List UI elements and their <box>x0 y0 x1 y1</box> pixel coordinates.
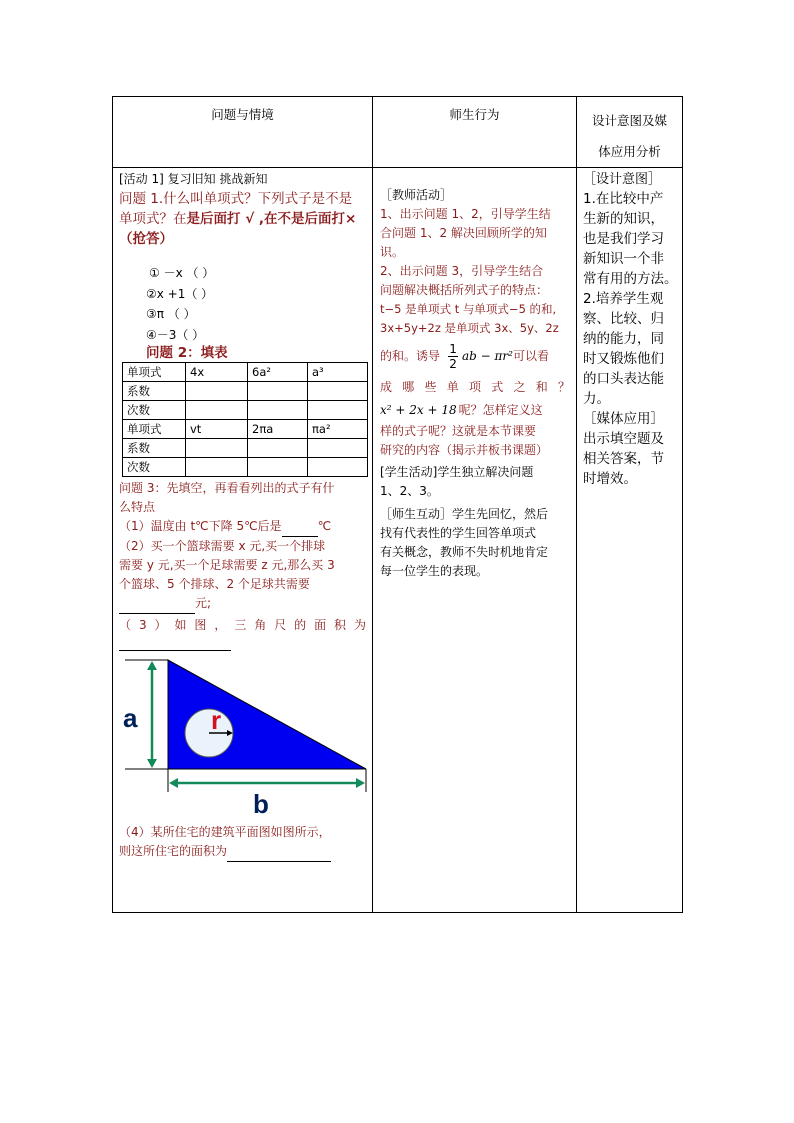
subquestion-2-line-4: 元; <box>195 596 212 610</box>
table-cell: πa² <box>308 420 368 439</box>
table-cell: 单项式 <box>123 363 186 382</box>
table-cell[interactable] <box>248 401 308 420</box>
table-cell: 系数 <box>123 439 186 458</box>
table-row <box>123 382 368 401</box>
teacher-step-1-line-2: 合问题 1、2 解决回顾所学的知 <box>380 226 547 240</box>
question-3-line-1: 问题 3：先填空，再看看列出的式子有什 <box>119 481 335 495</box>
design-line-5: 常有用的方法。 <box>583 271 678 287</box>
content-row <box>113 168 683 913</box>
header-row <box>113 97 683 168</box>
question-1-line-1: 问题 1.什么叫单项式？下列式子是不是 <box>119 191 353 207</box>
table-cell[interactable] <box>308 458 368 477</box>
table-cell[interactable] <box>248 439 308 458</box>
media-line-3: 时增效。 <box>583 471 637 487</box>
media-line-2: 相关答案，节 <box>583 451 664 467</box>
media-application-tag: ［媒体应用］ <box>583 411 664 427</box>
teacher-step-2-line-5b: 可以看 <box>512 348 549 363</box>
design-line-8: 纳的能力，同 <box>583 331 664 347</box>
header-col-behavior <box>373 97 577 168</box>
design-line-10: 的口头表达能 <box>583 371 664 387</box>
table-cell[interactable] <box>308 439 368 458</box>
height-arrow-bottom <box>147 759 157 768</box>
student-activity-line-2: 1、2、3。 <box>380 484 439 498</box>
lesson-plan-table <box>112 96 683 913</box>
table-cell: vt <box>186 420 248 439</box>
teacher-activity-tag: ［教师活动］ <box>380 188 453 202</box>
subquestion-2-line-3: 个篮球、5 个排球、2 个足球共需要 <box>119 577 310 591</box>
header-behavior-label: 师生行为 <box>449 107 500 122</box>
label-a: a <box>123 703 138 733</box>
blank-4[interactable] <box>227 842 331 862</box>
question-3-line-2: 么特点 <box>119 500 156 514</box>
table-cell: a³ <box>308 363 368 382</box>
media-line-1: 出示填空题及 <box>583 431 664 447</box>
teacher-step-2-line-3: t−5 是单项式 t 与单项式−5 的和, <box>380 302 557 316</box>
design-line-2: 生新的知识， <box>583 211 664 227</box>
table-cell[interactable] <box>186 439 248 458</box>
table-row <box>123 420 368 439</box>
option-2: ②x +1（ ） <box>146 286 214 301</box>
header-col-design <box>577 97 683 168</box>
question-1-line-3: （抢答） <box>119 231 173 247</box>
teacher-step-2-line-9: 研究的内容（揭示并板书课题） <box>380 443 549 457</box>
blank-2[interactable] <box>119 594 195 614</box>
teacher-step-2-line-1: 2、出示问题 3，引导学生结合 <box>380 264 544 278</box>
formula-polynomial: x² + 2x + 18 <box>380 403 457 417</box>
design-line-6: 2.培养学生观 <box>583 291 664 307</box>
question-1-line-2a: 单项式？在 <box>119 211 187 227</box>
design-line-9: 时又锻炼他们 <box>583 351 664 367</box>
student-activity-line-1: [学生活动]学生独立解决问题 <box>380 465 534 479</box>
interaction-line-3: 有关概念，教师不失时机地肯定 <box>380 545 549 559</box>
teacher-step-2-line-4: 3x+5y+2z 是单项式 3x、5y、2z <box>380 321 559 335</box>
teacher-step-2-line-8: 样的式子呢？这就是本节课要 <box>380 424 537 438</box>
question-2-title: 问题 2：填表 <box>146 345 228 361</box>
teacher-step-2-line-7: 呢？怎样定义这 <box>458 403 543 417</box>
behavior-cell <box>373 168 577 913</box>
subquestion-1: （1）温度由 t℃下降 5℃后是 <box>119 519 282 533</box>
interaction-line-4: 每一位学生的表现。 <box>380 564 489 578</box>
design-cell <box>577 168 683 913</box>
table-cell[interactable] <box>186 458 248 477</box>
triangle-figure <box>119 657 369 817</box>
teacher-step-1-line-3: 识。 <box>380 245 405 259</box>
label-r: r <box>211 705 222 735</box>
option-1: ① －x （ ） <box>149 266 215 280</box>
formula-area-expression: ab − πr² <box>462 348 513 363</box>
table-row <box>123 458 368 477</box>
subquestion-2-line-2: 需要 y 元,买一个足球需要 z 元,那么买 3 <box>119 558 335 572</box>
design-intent-tag: ［设计意图］ <box>583 172 662 187</box>
table-cell[interactable] <box>248 458 308 477</box>
table-cell: 6a² <box>248 363 308 382</box>
subquestion-3: （3）如图，三角尺的面积为 <box>119 618 366 632</box>
base-arrow-right <box>356 778 365 788</box>
fraction-numerator: 1 <box>449 341 457 356</box>
subquestion-4-line-1: （4）某所住宅的建筑平面图如图所示， <box>119 825 331 839</box>
table-cell[interactable] <box>186 401 248 420</box>
interaction-line-1: ［师生互动］学生先回忆，然后 <box>380 507 549 521</box>
design-line-3: 也是我们学习 <box>583 231 664 247</box>
header-design-label-2: 体应用分析 <box>598 144 661 159</box>
interaction-line-2: 找有代表性的学生回答单项式 <box>380 526 537 540</box>
table-row <box>123 363 368 382</box>
table-cell: 2πa <box>248 420 308 439</box>
teacher-step-2-line-6: 成 哪 些 单 项 式 之 和 ？ <box>380 380 570 394</box>
fraction-half <box>448 342 458 371</box>
question-1-line-2b: 是后面打 √ ,在不是后面打× <box>186 211 357 227</box>
subquestion-1-unit: ℃ <box>317 519 332 533</box>
subquestion-4-line-2: 则这所住宅的面积为 <box>119 844 228 858</box>
header-design-label-1: 设计意图及媒 <box>591 113 667 128</box>
table-cell: 系数 <box>123 382 186 401</box>
blank-1[interactable] <box>282 517 318 537</box>
base-arrow-left <box>169 778 178 788</box>
table-cell[interactable] <box>186 382 248 401</box>
table-cell: 4x <box>186 363 248 382</box>
design-line-7: 察、比较、归 <box>583 311 664 327</box>
teacher-step-1-line-1: 1、出示问题 1、2，引导学生结 <box>380 207 551 221</box>
table-row <box>123 439 368 458</box>
teacher-step-2-line-2: 问题解决概括所列式子的特点： <box>380 283 549 297</box>
table-cell[interactable] <box>308 382 368 401</box>
table-cell: 单项式 <box>123 420 186 439</box>
problem-cell <box>113 168 373 913</box>
table-row <box>123 401 368 420</box>
design-line-4: 新知识一个非 <box>583 251 664 267</box>
table-cell: 次数 <box>123 458 186 477</box>
fraction-denominator: 2 <box>449 356 457 371</box>
table-cell[interactable] <box>248 382 308 401</box>
label-b: b <box>253 789 269 817</box>
header-problem-label: 问题与情境 <box>211 107 274 122</box>
fill-table <box>122 362 368 477</box>
design-line-11: 力。 <box>583 391 610 407</box>
subquestion-2-line-1: （2）买一个篮球需要 x 元,买一个排球 <box>119 539 326 553</box>
activity-title: [活动 1] 复习旧知 挑战新知 <box>119 172 268 186</box>
option-3: ③π （ ） <box>146 307 196 321</box>
header-col-problem <box>113 97 373 168</box>
teacher-step-2-line-5a: 的和。诱导 <box>380 348 441 363</box>
option-4: ④－3（ ） <box>146 327 205 342</box>
design-line-1: 1.在比较中产 <box>583 191 664 207</box>
height-arrow-top <box>147 661 157 670</box>
blank-3[interactable] <box>119 640 231 651</box>
table-cell[interactable] <box>308 401 368 420</box>
table-cell: 次数 <box>123 401 186 420</box>
